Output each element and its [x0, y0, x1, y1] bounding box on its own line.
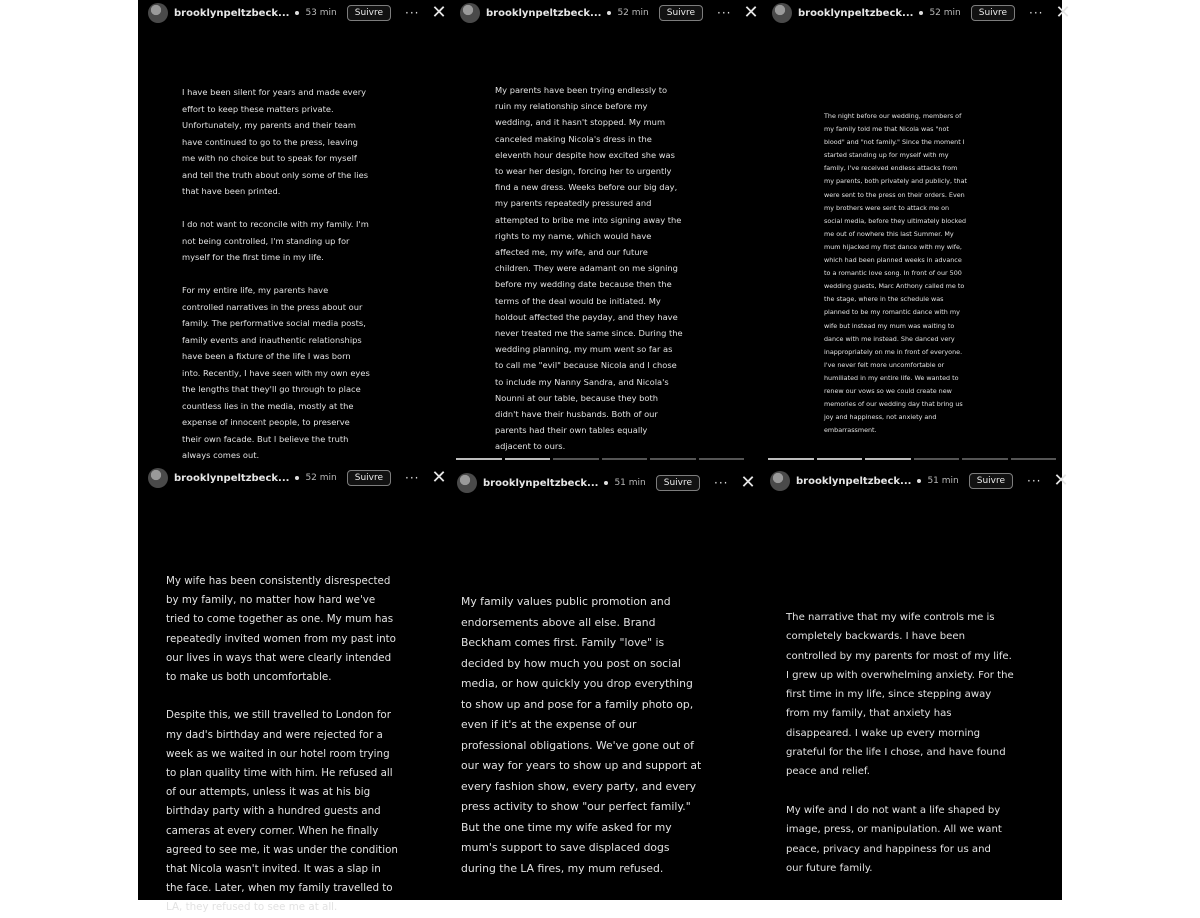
timestamp: 52 min	[929, 8, 961, 18]
avatar[interactable]	[460, 3, 480, 23]
avatar[interactable]	[148, 468, 168, 488]
verified-dot-icon	[604, 481, 608, 485]
timestamp: 51 min	[614, 478, 646, 488]
story-header	[762, 0, 1071, 26]
story-header	[447, 470, 756, 496]
follow-button[interactable]: Suivre	[659, 5, 703, 21]
username[interactable]: brooklynpeltzbeck...	[174, 472, 290, 484]
avatar[interactable]	[772, 3, 792, 23]
username[interactable]: brooklynpeltzbeck...	[796, 475, 912, 487]
story-header	[138, 465, 447, 491]
more-options-icon[interactable]: ···	[405, 471, 420, 485]
avatar[interactable]	[770, 471, 790, 491]
avatar[interactable]	[457, 473, 477, 493]
story-text: I have been silent for years and made every effort to keep these matters private. Unfortunately, my parents and their team have continued to go to the press, leaving me with no choice but to speak for myself and tell the truth about only some of the lies that have been printed. I do not want to reconcile with my family. I'm not being controlled, I'm standing up for myself for the first time in my life. For my entire life, my parents have controlled narratives in the press about our family. The performative social media posts, family events and inauthentic relationships have been a fixture of the life I was born into. Recently, I have seen with my own eyes the lengths that they'll go through to place countless lies in the media, mostly at the expense of innocent people, to preserve their own facade. But I believe the truth always comes out.	[182, 87, 370, 460]
story-header	[138, 0, 447, 26]
story-text: My parents have been trying endlessly to ruin my relationship since before my wedding, and it hasn't stopped. My mum canceled making Nicola's dress in the eleventh hour despite how excited she was to wear her design, forcing her to urgently find a new dress. Weeks before our big day, my parents repeatedly pressured and attempted to bribe me into signing away the rights to my name, which would have affected me, my wife, and our future children. They were adamant on me signing before my wedding date because then the terms of the deal would be initiated. My holdout affected the payday, and they have never treated me the same since. During the wedding planning, my mum went so far as to call me "evil" because Nicola and I chose to include my Nanny Sandra, and Nicola's Nounni at our table, because they both didn't have their husbands. Both of our parents had their own tables equally adjacent to ours.	[495, 85, 683, 452]
verified-dot-icon	[607, 11, 611, 15]
story-progress-bar	[450, 458, 750, 460]
story-panel	[450, 0, 759, 462]
timestamp: 51 min	[927, 476, 959, 486]
follow-button[interactable]: Suivre	[347, 470, 391, 486]
story-panel	[138, 462, 447, 914]
avatar[interactable]	[148, 3, 168, 23]
story-panel	[762, 0, 1071, 462]
more-options-icon[interactable]: ···	[1029, 6, 1044, 20]
verified-dot-icon	[917, 479, 921, 483]
close-icon[interactable]: ✕	[431, 467, 447, 488]
story-text: My family values public promotion and endorsements above all else. Brand Beckham comes first. Family "love" is decided by how much you post on social media, or how quickly you drop everything to show up and pose for a family photo op, even if it's at the expense of our professional obligations. We've gone out of our way for years to show up and support at every fashion show, every party, and every press activity to show "our perfect family." But the one time my wife asked for my mum's support to save displaced dogs during the LA fires, my mum refused.	[461, 595, 702, 875]
timestamp: 53 min	[305, 8, 337, 18]
verified-dot-icon	[295, 476, 299, 480]
close-icon[interactable]: ✕	[743, 2, 759, 23]
story-text: The narrative that my wife controls me is completely backwards. I have been controlled by my parents for most of my life. I grew up with overwhelming anxiety. For the first time in my life, since stepping away from my family, that anxiety has disappeared. I wake up every morning grateful for the life I chose, and have found peace and relief. My wife and I do not want a life shaped by image, press, or manipulation. All we want peace, privacy and happiness for us and our future family.	[786, 612, 1014, 874]
follow-button[interactable]: Suivre	[971, 5, 1015, 21]
username[interactable]: brooklynpeltzbeck...	[798, 7, 914, 19]
close-icon[interactable]: ✕	[431, 2, 447, 23]
story-text: The night before our wedding, members of my family told me that Nicola was "not blood" and "not family." Since the moment I started standing up for myself with my family, I've received endless attacks from my parents, both privately and publicly, that were sent to the press on their orders. Even my brothers were sent to attack me on social media, before they ultimately blocked me out of nowhere this last Summer. My mum hijacked my first dance with my wife, which had been planned weeks in advance to a romantic love song. In front of our 500 wedding guests, Marc Anthony called me to the stage, where in the schedule was planned to be my romantic dance with my wife but instead my mum was waiting to dance with me instead. She danced very inappropriately on me in front of everyone. I've never felt more uncomfortable or humiliated in my entire life. We wanted to renew our vows so we could create new memories of our wedding day that bring us joy and happiness, not anxiety and embarrassment.	[824, 112, 967, 435]
more-options-icon[interactable]: ···	[405, 6, 420, 20]
story-panel	[760, 462, 1069, 900]
story-text: My wife has been consistently disrespected by my family, no matter how hard we've tried to come together as one. My mum has repeatedly invited women from my past into our lives in ways that were clearly intended to make us both uncomfortable. Despite this, we still travelled to London for my dad's birthday and were rejected for a week as we waited in our hotel room trying to plan quality time with him. He refused all of our attempts, unless it was at his big birthday party with a hundred guests and cameras at every corner. When he finally agreed to see me, it was under the condition that Nicola wasn't invited. It was a slap in the face. Later, when my family travelled to LA, they refused to see me at all.	[166, 575, 398, 914]
timestamp: 52 min	[617, 8, 649, 18]
more-options-icon[interactable]: ···	[1027, 474, 1042, 488]
username[interactable]: brooklynpeltzbeck...	[486, 7, 602, 19]
stories-collage	[138, 0, 1071, 914]
story-header	[450, 0, 759, 26]
story-progress-bar	[762, 458, 1062, 460]
more-options-icon[interactable]: ···	[714, 476, 729, 490]
more-options-icon[interactable]: ···	[717, 6, 732, 20]
close-icon[interactable]: ✕	[1055, 2, 1071, 23]
story-panel	[447, 468, 756, 900]
username[interactable]: brooklynpeltzbeck...	[174, 7, 290, 19]
close-icon[interactable]: ✕	[1053, 470, 1069, 491]
username[interactable]: brooklynpeltzbeck...	[483, 477, 599, 489]
follow-button[interactable]: Suivre	[656, 475, 700, 491]
verified-dot-icon	[295, 11, 299, 15]
story-panel	[138, 0, 447, 462]
timestamp: 52 min	[305, 473, 337, 483]
close-icon[interactable]: ✕	[740, 472, 756, 493]
verified-dot-icon	[919, 11, 923, 15]
follow-button[interactable]: Suivre	[969, 473, 1013, 489]
story-header	[760, 468, 1069, 494]
follow-button[interactable]: Suivre	[347, 5, 391, 21]
